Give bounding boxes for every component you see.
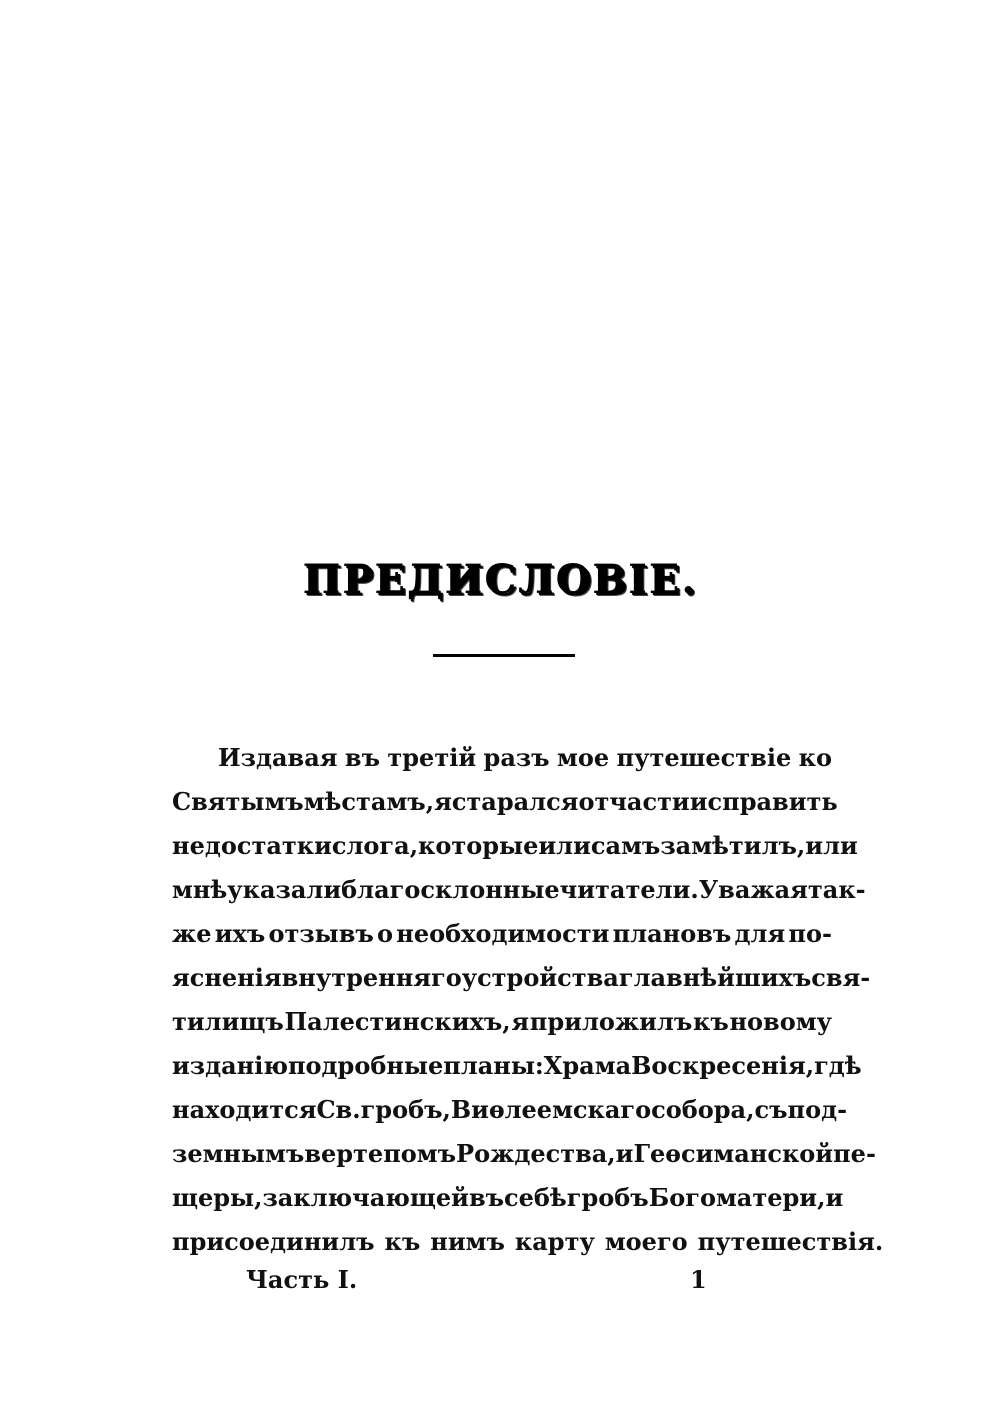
word: въ (344, 743, 380, 772)
word: старался (451, 787, 579, 816)
word: Палестинскихъ, (284, 1007, 511, 1036)
text-line (172, 780, 838, 824)
word: заключающей (262, 1183, 469, 1212)
word: мѣстамъ, (303, 787, 435, 816)
word: къ (692, 1007, 729, 1036)
word: моего (604, 1227, 688, 1256)
word: Рождества, (456, 1139, 616, 1168)
word: читатели. (559, 875, 699, 904)
word: под- (787, 1095, 848, 1124)
word: путешествіе (616, 743, 792, 772)
word: о (377, 919, 394, 948)
word: гробъ (566, 1183, 649, 1212)
word: мнѣ (172, 875, 228, 904)
word: гдѣ (814, 1051, 862, 1080)
word: слога, (331, 831, 419, 860)
word: себѣ (504, 1183, 567, 1212)
text-line (172, 824, 858, 868)
word: съ (754, 1095, 788, 1124)
word: въ (468, 1183, 505, 1212)
word: Святымъ (172, 787, 304, 816)
text-line (172, 736, 832, 780)
word: путешествія. (697, 1227, 884, 1256)
word: же (172, 919, 212, 948)
word: собора, (651, 1095, 755, 1124)
word: благосклонные (341, 875, 560, 904)
text-line (172, 956, 871, 1000)
text-line (172, 868, 866, 912)
word: изданію (172, 1051, 288, 1080)
text-line (172, 912, 832, 956)
word: самъ (590, 831, 661, 860)
word: внутренняго (281, 963, 462, 992)
word: земнымъ (172, 1139, 305, 1168)
text-line (172, 1176, 844, 1220)
word: третій (387, 743, 477, 772)
word: нимъ (430, 1227, 505, 1256)
word: тилищъ (172, 1007, 284, 1036)
page-number: 1 (690, 1265, 707, 1294)
word: планы: (443, 1051, 544, 1080)
word: Богоматери, (648, 1183, 826, 1212)
word: устройства (461, 963, 619, 992)
word: отчасти (578, 787, 690, 816)
word: и (825, 1183, 844, 1212)
word: или (538, 831, 591, 860)
text-line (172, 1088, 848, 1132)
word: Храма (543, 1051, 632, 1080)
word: Издавая (218, 743, 338, 772)
word: Виѳлеемскаго (450, 1095, 652, 1124)
word: щеры, (172, 1183, 263, 1212)
word: главнѣйшихъ (618, 963, 812, 992)
word: къ (384, 1227, 421, 1256)
word: ко (798, 743, 832, 772)
word: мое (557, 743, 610, 772)
word: исправить (689, 787, 838, 816)
word: разъ (483, 743, 550, 772)
word: свя- (811, 963, 871, 992)
word: я (511, 1007, 530, 1036)
word: отзывъ (268, 919, 374, 948)
word: пе- (833, 1139, 876, 1168)
word: по- (788, 919, 832, 948)
text-line (172, 1132, 876, 1176)
word: указали (227, 875, 342, 904)
chapter-title: ПРЕДИСЛОВІЕ. (302, 556, 698, 603)
word: так- (807, 875, 866, 904)
text-line (172, 1044, 862, 1088)
word: которые (418, 831, 539, 860)
word: Геѳсиманской (633, 1139, 834, 1168)
word: для (734, 919, 786, 948)
word: находится (172, 1095, 317, 1124)
signature-mark: Часть I. (246, 1265, 358, 1294)
word: Воскресенія, (631, 1051, 815, 1080)
text-line (172, 1000, 832, 1044)
word: новому (729, 1007, 832, 1036)
word: подробные (287, 1051, 444, 1080)
word: и (615, 1139, 634, 1168)
word: замѣтилъ, (660, 831, 806, 860)
word: Св. (316, 1095, 361, 1124)
word: вертепомъ (304, 1139, 457, 1168)
word: приложилъ (529, 1007, 693, 1036)
word: ясненія (172, 963, 282, 992)
title-divider (433, 654, 575, 657)
preface-text (172, 736, 884, 1264)
word: необходимости (396, 919, 610, 948)
word: присоединилъ (172, 1227, 375, 1256)
word: гробъ, (360, 1095, 451, 1124)
word: карту (514, 1227, 595, 1256)
word: Уважая (698, 875, 808, 904)
word: плановъ (612, 919, 732, 948)
word: я (434, 787, 452, 816)
word: ихъ (214, 919, 266, 948)
word: недостатки (172, 831, 332, 860)
word: или (805, 831, 858, 860)
